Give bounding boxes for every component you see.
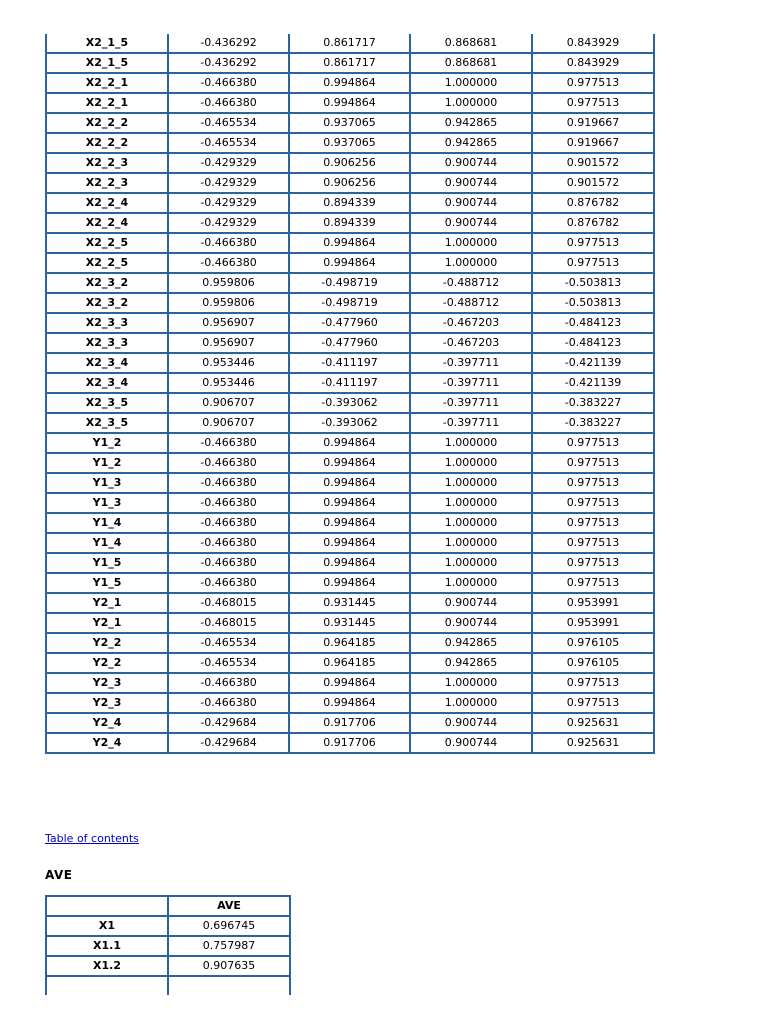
value-cell: -0.429329 [168,193,289,213]
value-cell: 0.906256 [289,153,410,173]
value-cell: -0.503813 [532,293,654,313]
table-row [46,713,654,733]
value-cell: 1.000000 [410,253,532,273]
value-cell: 0.894339 [289,213,410,233]
row-label-cell: X2_2_5 [46,253,168,273]
value-cell: -0.484123 [532,313,654,333]
value-cell: 0.901572 [532,173,654,193]
row-label-cell: X2_2_1 [46,93,168,113]
value-cell: -0.466380 [168,453,289,473]
value-cell: 0.931445 [289,593,410,613]
value-cell: -0.393062 [289,413,410,433]
value-cell: 0.956907 [168,313,289,333]
value-cell: -0.411197 [289,353,410,373]
value-cell: -0.465534 [168,133,289,153]
row-label-cell: Y1_2 [46,433,168,453]
value-cell: 0.876782 [532,193,654,213]
table-row [46,93,654,113]
value-cell: 0.901572 [532,153,654,173]
value-cell: 0.994864 [289,513,410,533]
value-cell: -0.466380 [168,93,289,113]
value-cell: 0.953991 [532,593,654,613]
value-cell: 0.861717 [289,53,410,73]
row-label-cell: X2_1_5 [46,53,168,73]
row-label-cell: X2_3_3 [46,313,168,333]
value-cell: 0.994864 [289,493,410,513]
ave-row-label-cell: X1 [46,916,168,936]
table-row [46,673,654,693]
row-label-cell: X2_2_3 [46,153,168,173]
value-cell: -0.383227 [532,393,654,413]
value-cell: -0.467203 [410,313,532,333]
value-cell: 1.000000 [410,493,532,513]
value-cell: -0.411197 [289,373,410,393]
value-cell: -0.488712 [410,273,532,293]
table-row [46,373,654,393]
value-cell: 0.956907 [168,333,289,353]
value-cell: 0.942865 [410,113,532,133]
value-cell: -0.466380 [168,493,289,513]
value-cell: 1.000000 [410,573,532,593]
value-cell: -0.503813 [532,273,654,293]
value-cell: 0.977513 [532,553,654,573]
value-cell: 0.843929 [532,53,654,73]
value-cell: -0.436292 [168,53,289,73]
value-cell: 0.937065 [289,133,410,153]
table-row [46,193,654,213]
row-label-cell: Y2_3 [46,693,168,713]
table-row [46,513,654,533]
row-label-cell: X2_3_5 [46,413,168,433]
row-label-cell: X2_3_5 [46,393,168,413]
value-cell: 0.994864 [289,533,410,553]
value-cell: 0.976105 [532,653,654,673]
value-cell: 0.977513 [532,493,654,513]
table-row [46,733,654,753]
value-cell: 0.977513 [532,513,654,533]
value-cell: -0.468015 [168,613,289,633]
row-label-cell: X2_3_2 [46,273,168,293]
row-label-cell: X2_3_4 [46,373,168,393]
value-cell: 0.994864 [289,73,410,93]
ave-table [45,895,291,995]
value-cell: -0.466380 [168,533,289,553]
value-cell: 0.843929 [532,34,654,53]
value-cell: -0.397711 [410,373,532,393]
value-cell: 1.000000 [410,93,532,113]
value-cell: -0.484123 [532,333,654,353]
value-cell: 0.900744 [410,193,532,213]
value-cell: -0.436292 [168,34,289,53]
value-cell: -0.421139 [532,373,654,393]
value-cell: 0.994864 [289,253,410,273]
value-cell: -0.477960 [289,333,410,353]
ave-row-label-cell [46,976,168,995]
table-row [46,573,654,593]
value-cell: 0.977513 [532,673,654,693]
value-cell: 0.953446 [168,373,289,393]
ave-table-header-row [46,896,290,916]
value-cell: 0.953991 [532,613,654,633]
row-label-cell: X2_2_4 [46,213,168,233]
row-label-cell: X2_2_2 [46,133,168,153]
table-row [46,473,654,493]
value-cell: 1.000000 [410,73,532,93]
ave-value-cell: 0.907635 [168,956,290,976]
value-cell: 0.900744 [410,613,532,633]
row-label-cell: Y2_4 [46,733,168,753]
value-cell: 0.925631 [532,733,654,753]
value-cell: 0.994864 [289,673,410,693]
value-cell: 0.959806 [168,293,289,313]
value-cell: -0.466380 [168,513,289,533]
value-cell: 0.977513 [532,533,654,553]
value-cell: 0.917706 [289,713,410,733]
table-row [46,916,290,936]
row-label-cell: X2_3_3 [46,333,168,353]
value-cell: -0.429329 [168,213,289,233]
row-label-cell: X2_2_4 [46,193,168,213]
value-cell: 0.977513 [532,573,654,593]
row-label-cell: Y2_1 [46,593,168,613]
value-cell: -0.465534 [168,633,289,653]
value-cell: 0.994864 [289,93,410,113]
table-of-contents-link[interactable]: Table of contents [45,832,139,845]
table-row [46,433,654,453]
table-row [46,633,654,653]
table-row [46,493,654,513]
value-cell: -0.498719 [289,293,410,313]
row-label-cell: Y1_2 [46,453,168,473]
table-row [46,353,654,373]
value-cell: 0.900744 [410,593,532,613]
table-row [46,233,654,253]
row-label-cell: Y2_4 [46,713,168,733]
table-row [46,653,654,673]
value-cell: -0.466380 [168,433,289,453]
value-cell: 0.942865 [410,653,532,673]
value-cell: 0.977513 [532,93,654,113]
value-cell: 0.906707 [168,393,289,413]
row-label-cell: Y2_1 [46,613,168,633]
table-row [46,253,654,273]
table-row [46,313,654,333]
row-label-cell: X2_1_5 [46,34,168,53]
value-cell: 0.994864 [289,433,410,453]
ave-row-label-cell: X1.2 [46,956,168,976]
loadings-table [45,34,655,754]
value-cell: -0.466380 [168,693,289,713]
value-cell: 0.994864 [289,453,410,473]
table-row [46,593,654,613]
value-cell: 0.900744 [410,713,532,733]
value-cell: -0.466380 [168,553,289,573]
row-label-cell: X2_3_4 [46,353,168,373]
value-cell: -0.466380 [168,73,289,93]
table-row [46,73,654,93]
value-cell: 1.000000 [410,513,532,533]
value-cell: -0.477960 [289,313,410,333]
value-cell: -0.465534 [168,653,289,673]
value-cell: 0.900744 [410,733,532,753]
value-cell: -0.429684 [168,713,289,733]
row-label-cell: X2_2_5 [46,233,168,253]
table-row [46,413,654,433]
table-row [46,213,654,233]
row-label-cell: Y2_2 [46,653,168,673]
value-cell: 1.000000 [410,673,532,693]
ave-value-cell [168,976,290,995]
value-cell: 0.977513 [532,253,654,273]
value-cell: -0.429684 [168,733,289,753]
value-cell: 0.868681 [410,53,532,73]
row-label-cell: Y1_4 [46,513,168,533]
ave-header-cell: AVE [168,896,290,916]
value-cell: 1.000000 [410,453,532,473]
value-cell: -0.383227 [532,413,654,433]
value-cell: -0.429329 [168,173,289,193]
value-cell: 0.925631 [532,713,654,733]
value-cell: 0.931445 [289,613,410,633]
value-cell: -0.429329 [168,153,289,173]
table-row [46,453,654,473]
table-row [46,956,290,976]
value-cell: 0.977513 [532,73,654,93]
row-label-cell: Y1_5 [46,553,168,573]
value-cell: -0.466380 [168,573,289,593]
table-row [46,533,654,553]
value-cell: -0.421139 [532,353,654,373]
value-cell: -0.397711 [410,413,532,433]
value-cell: 0.900744 [410,213,532,233]
table-row [46,333,654,353]
value-cell: -0.466380 [168,233,289,253]
value-cell: 0.861717 [289,34,410,53]
value-cell: 1.000000 [410,693,532,713]
table-row [46,113,654,133]
table-row [46,393,654,413]
value-cell: 0.953446 [168,353,289,373]
value-cell: -0.465534 [168,113,289,133]
value-cell: 0.919667 [532,133,654,153]
row-label-cell: Y1_3 [46,493,168,513]
table-row [46,613,654,633]
value-cell: 0.977513 [532,473,654,493]
value-cell: 0.919667 [532,113,654,133]
row-label-cell: Y1_5 [46,573,168,593]
value-cell: 1.000000 [410,433,532,453]
value-cell: 0.868681 [410,34,532,53]
table-row [46,153,654,173]
value-cell: -0.397711 [410,353,532,373]
value-cell: 0.994864 [289,553,410,573]
row-label-cell: Y2_3 [46,673,168,693]
row-label-cell: Y1_3 [46,473,168,493]
value-cell: 1.000000 [410,473,532,493]
row-label-cell: Y1_4 [46,533,168,553]
value-cell: 0.994864 [289,693,410,713]
value-cell: 0.976105 [532,633,654,653]
row-label-cell: X2_2_2 [46,113,168,133]
value-cell: 0.906707 [168,413,289,433]
ave-section-heading: AVE [45,868,73,882]
value-cell: 1.000000 [410,233,532,253]
value-cell: -0.393062 [289,393,410,413]
row-label-cell: X2_3_2 [46,293,168,313]
value-cell: 0.994864 [289,473,410,493]
table-row [46,173,654,193]
value-cell: 0.906256 [289,173,410,193]
value-cell: 0.900744 [410,153,532,173]
value-cell: 1.000000 [410,533,532,553]
value-cell: 0.994864 [289,233,410,253]
value-cell: -0.466380 [168,253,289,273]
ave-table-body [46,916,290,995]
table-row [46,34,654,53]
value-cell: 0.937065 [289,113,410,133]
value-cell: -0.466380 [168,473,289,493]
value-cell: 0.894339 [289,193,410,213]
value-cell: -0.466380 [168,673,289,693]
table-row [46,553,654,573]
value-cell: 1.000000 [410,553,532,573]
value-cell: 0.942865 [410,133,532,153]
row-label-cell: X2_2_3 [46,173,168,193]
table-row [46,273,654,293]
value-cell: 0.942865 [410,633,532,653]
table-row [46,53,654,73]
value-cell: 0.964185 [289,633,410,653]
value-cell: 0.977513 [532,453,654,473]
value-cell: 0.959806 [168,273,289,293]
value-cell: -0.498719 [289,273,410,293]
row-label-cell: X2_2_1 [46,73,168,93]
table-row [46,133,654,153]
value-cell: 0.876782 [532,213,654,233]
value-cell: 0.977513 [532,233,654,253]
value-cell: 0.900744 [410,173,532,193]
table-row [46,976,290,995]
value-cell: 0.977513 [532,693,654,713]
row-label-cell: Y2_2 [46,633,168,653]
ave-row-label-cell: X1.1 [46,936,168,956]
value-cell: -0.468015 [168,593,289,613]
value-cell: 0.964185 [289,653,410,673]
value-cell: -0.397711 [410,393,532,413]
value-cell: 0.977513 [532,433,654,453]
table-row [46,693,654,713]
value-cell: -0.467203 [410,333,532,353]
value-cell: 0.994864 [289,573,410,593]
value-cell: -0.488712 [410,293,532,313]
table-row [46,293,654,313]
ave-value-cell: 0.757987 [168,936,290,956]
ave-header-cell [46,896,168,916]
ave-value-cell: 0.696745 [168,916,290,936]
value-cell: 0.917706 [289,733,410,753]
loadings-table-body [46,34,654,753]
table-row [46,936,290,956]
